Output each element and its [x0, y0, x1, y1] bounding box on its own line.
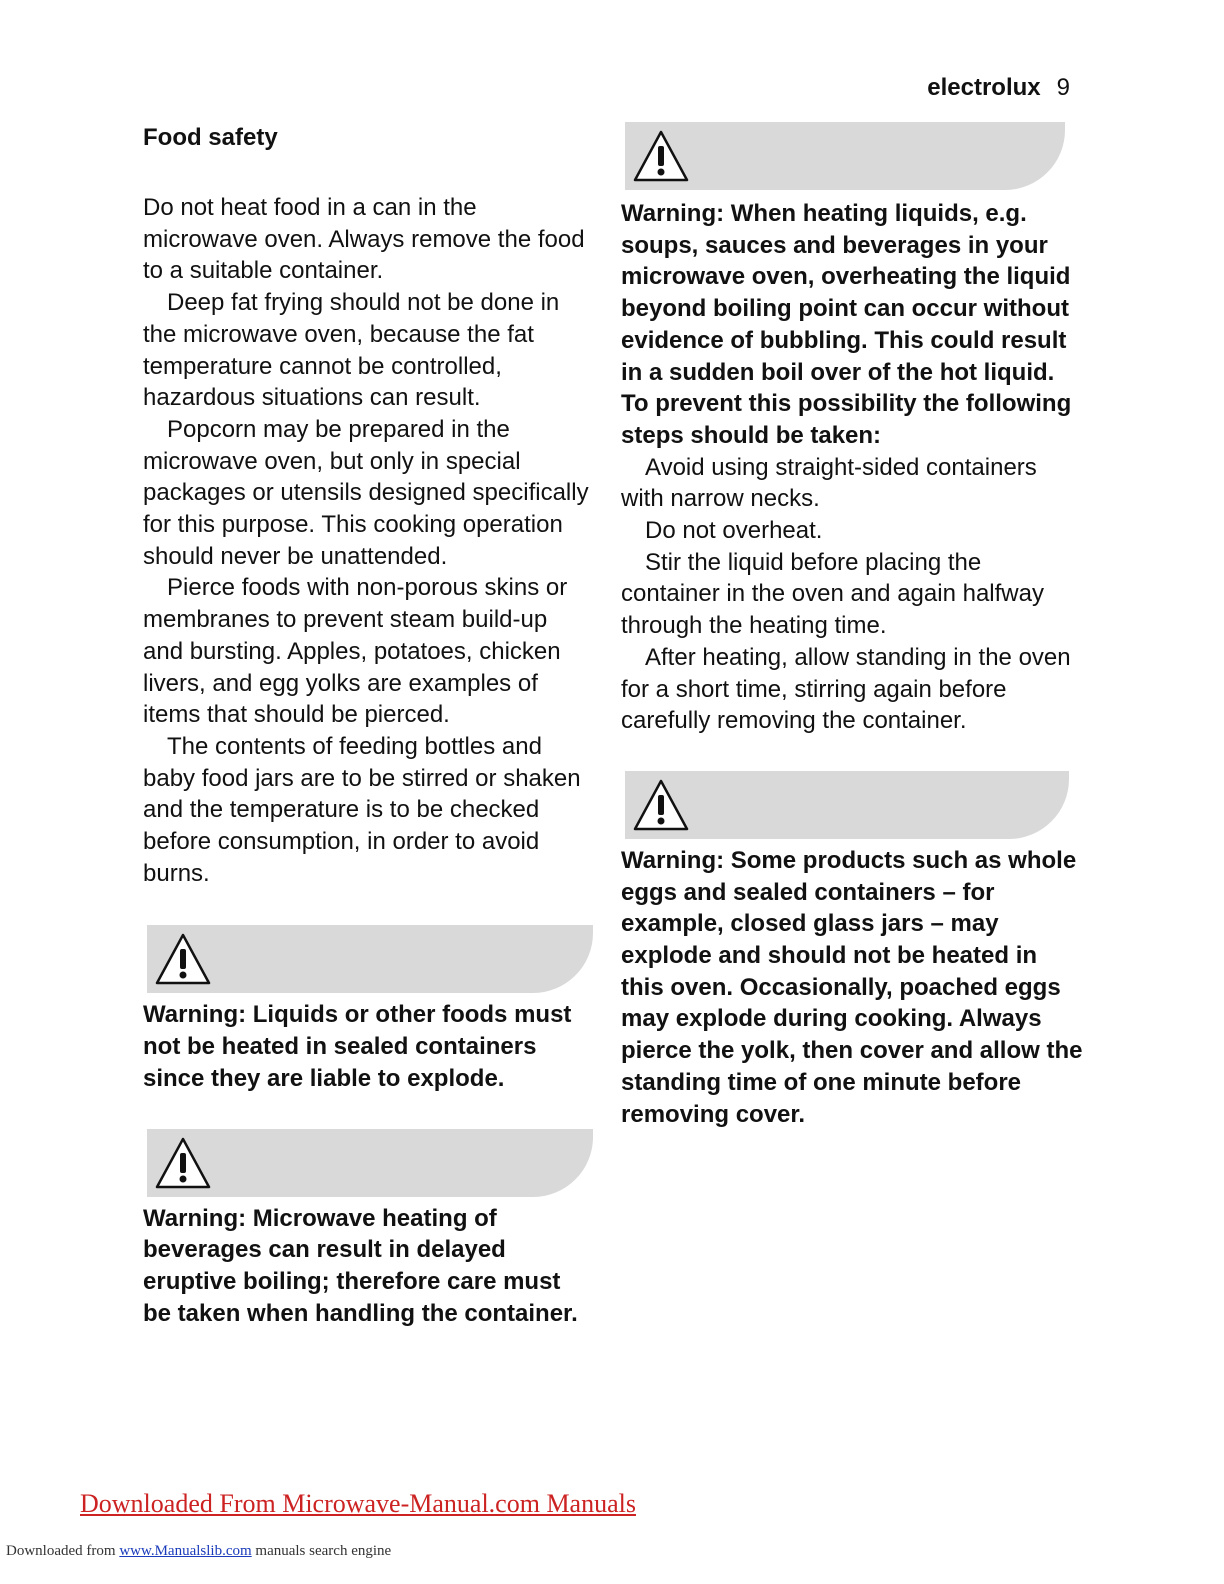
warning-text: Warning: Some products such as whole eggs and sealed containers – for example, closed glass jars – may explode and should not be heated in this oven. Occasionally, poached eggs may explode during cooking. Always pierce the yolk, then cover and allow the standing time of one minute before removing cover. — [621, 846, 1083, 1128]
left-column — [143, 122, 593, 1329]
warning-triangle-icon — [153, 1135, 213, 1191]
paragraph: Do not heat food in a can in the microwave oven. Always remove the food to a suitable container. — [143, 194, 585, 285]
step-item: Stir the liquid before placing the container in the oven and again halfway through the heating time. — [621, 548, 1044, 640]
page-header — [927, 74, 1070, 102]
paragraph: The contents of feeding bottles and baby food jars are to be stirred or shaken and the temperature is to be checked before consumption, in order to avoid burns. — [143, 732, 581, 887]
right-column — [621, 122, 1086, 1130]
warning-bar — [147, 925, 593, 993]
paragraph: Popcorn may be prepared in the microwave oven, but only in special packages or utensils designed specifically for this purpose. This cooking operation should never be unattended. — [143, 415, 589, 570]
step-item: Do not overheat. — [645, 517, 823, 545]
warning-triangle-icon — [631, 777, 691, 833]
footer-suffix: manuals search engine — [251, 1543, 392, 1559]
warning-triangle-icon — [631, 128, 691, 184]
warning-bar — [625, 771, 1069, 839]
manualslib-link[interactable]: www.Manualslib.com — [119, 1543, 252, 1559]
warning-text: Warning: When heating liquids, e.g. soups, sauces and beverages in your microwave oven, overheating the liquid beyond boiling point can occur without evidence of bubbling. This could result in a sudden boil over of the hot liquid. To prevent this possibility the following steps should be taken: — [621, 200, 1072, 449]
warning-triangle-icon — [153, 931, 213, 987]
download-source-link[interactable]: Downloaded From Microwave-Manual.com Manuals — [80, 1489, 636, 1518]
step-item: After heating, allow standing in the oven for a short time, stirring again before carefully removing the container. — [621, 643, 1071, 735]
section-heading: Food safety — [143, 124, 278, 151]
brand-name: electrolux — [927, 74, 1041, 101]
step-item: Avoid using straight-sided containers with narrow necks. — [621, 453, 1037, 513]
warning-bar — [147, 1129, 593, 1197]
paragraph: Deep fat frying should not be done in the microwave oven, because the fat temperature cannot be controlled, hazardous situations can result. — [143, 289, 560, 412]
warning-text: Warning: Liquids or other foods must not be heated in sealed containers since they are liable to explode. — [143, 1001, 572, 1092]
footer-prefix: Downloaded from — [6, 1543, 120, 1559]
paragraph: Pierce foods with non-porous skins or membranes to prevent steam build-up and bursting. Apples, potatoes, chicken livers, and egg yolks are examples of items that should be pierced. — [143, 574, 568, 729]
warning-bar — [625, 122, 1065, 190]
footer-attribution — [6, 1543, 391, 1560]
warning-text: Warning: Microwave heating of beverages can result in delayed eruptive boiling; therefore care must be taken when handling the container. — [143, 1204, 578, 1327]
page-number: 9 — [1056, 74, 1070, 101]
